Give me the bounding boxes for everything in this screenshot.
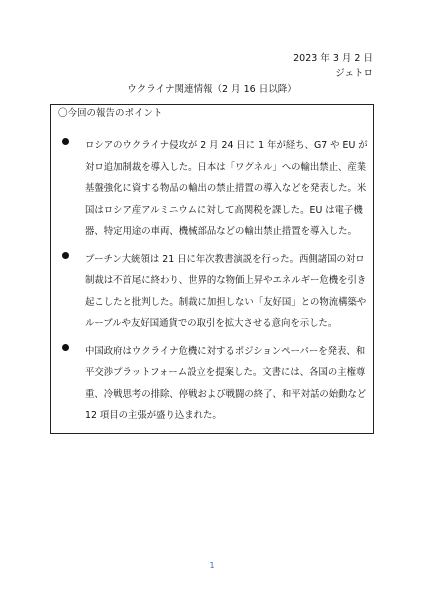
page-number: 1 bbox=[209, 561, 215, 570]
list-item bbox=[51, 341, 375, 427]
point-text: プーチン大統領は 21 日に年次教書演説を行った。西側諸国の対ロ制裁は不首尾に終わり、世界的な物価上昇やエネルギー危機を引き起こしたと批判した。制裁に加担しない「友好国」との物流構築やルーブルや友好国通貨での取引を拡大させる意向を示した。 bbox=[85, 253, 367, 329]
key-points-heading: 〇今回の報告のポイント bbox=[58, 108, 163, 119]
list-item bbox=[51, 135, 375, 243]
document-title: ウクライナ関連情報（2 月 16 日以降） bbox=[127, 84, 297, 95]
point-text: ロシアのウクライナ侵攻が 2 月 24 日に 1 年が経ち、G7 や EU が対ロ追加制裁を導入した。日本は「ワグネル」への輸出禁止、産業基盤強化に資する物品の輸出の禁止措置の導入などを発表した。米国はロシア産アルミニウムに対して高関税を課した。EU は電子機器、特定用途の車両、機械部品などの輸出禁止措置を導入した。 bbox=[85, 140, 368, 237]
list-item bbox=[51, 249, 375, 335]
bullet-icon bbox=[62, 252, 69, 259]
bullet-icon bbox=[62, 344, 69, 351]
issuing-organization: ジェトロ bbox=[335, 68, 373, 79]
key-points-list bbox=[51, 135, 375, 433]
point-text: 中国政府はウクライナ危機に対するポジションペーパーを発表、和平交渉プラットフォーム設立を提案した。文書には、各国の主権尊重、冷戦思考の排除、停戦および戦闘の終了、和平対話の始動など 12 項目の主張が盛り込まれた。 bbox=[85, 345, 367, 421]
document-date: 2023 年 3 月 2 日 bbox=[293, 53, 373, 64]
bullet-icon bbox=[62, 138, 69, 145]
key-points-box bbox=[50, 104, 374, 434]
